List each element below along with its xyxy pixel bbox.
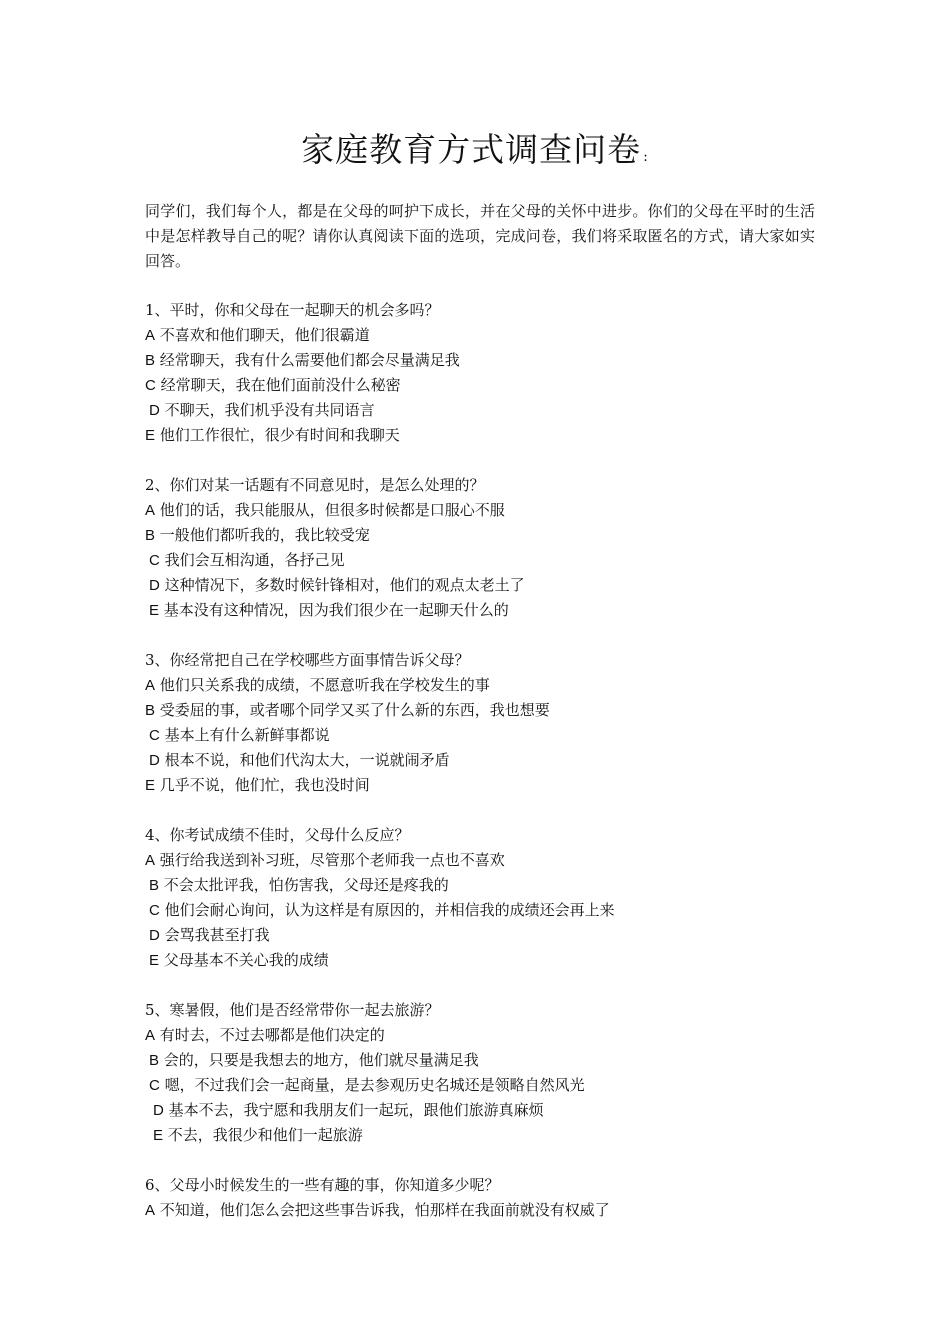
option-text: 基本不去，我宁愿和我朋友们一起玩，跟他们旅游真麻烦 xyxy=(168,1101,544,1119)
question-text: 2、你们对某一话题有不同意见时，是怎么处理的？ xyxy=(145,476,485,494)
option-letter: A xyxy=(145,502,156,519)
option-letter: E xyxy=(153,1127,164,1144)
option-text: 基本没有这种情况，因为我们很少在一起聊天什么的 xyxy=(163,601,509,619)
option-d xyxy=(145,573,825,598)
question-text: 6、父母小时候发生的一些有趣的事，你知道多少呢？ xyxy=(145,1176,500,1194)
option-letter: C xyxy=(149,552,160,569)
option-letter: C xyxy=(149,902,160,919)
option-text: 嗯，不过我们会一起商量，是去参观历史名城还是领略自然风光 xyxy=(164,1076,585,1094)
question-1 xyxy=(145,298,825,448)
option-letter: E xyxy=(149,952,160,969)
option-letter: D xyxy=(149,927,160,944)
question-6 xyxy=(145,1173,825,1223)
option-c xyxy=(145,898,825,923)
question-list xyxy=(145,298,825,1248)
option-letter: A xyxy=(145,852,156,869)
option-letter: A xyxy=(145,677,156,694)
page-title xyxy=(0,128,950,179)
option-text: 他们工作很忙，很少有时间和我聊天 xyxy=(159,426,400,444)
option-d xyxy=(145,923,825,948)
option-text: 不去，我很少和他们一起旅游 xyxy=(167,1126,363,1144)
question-4 xyxy=(145,823,825,973)
option-b xyxy=(145,523,825,548)
option-text: 会的，只要是我想去的地方，他们就尽量满足我 xyxy=(163,1051,479,1069)
option-b xyxy=(145,1048,825,1073)
option-letter: D xyxy=(153,1102,164,1119)
option-letter: D xyxy=(149,752,160,769)
title-text: 家庭教育方式调查问卷 xyxy=(301,130,642,169)
option-text: 会骂我甚至打我 xyxy=(164,926,270,944)
option-text: 基本上有什么新鲜事都说 xyxy=(164,726,330,744)
option-b xyxy=(145,348,825,373)
option-letter: C xyxy=(145,377,156,394)
option-text: 一般他们都听我的，我比较受宠 xyxy=(159,526,370,544)
option-letter: B xyxy=(145,527,156,544)
question-3 xyxy=(145,648,825,798)
question-text: 4、你考试成绩不佳时，父母什么反应？ xyxy=(145,826,410,844)
option-letter: B xyxy=(145,702,156,719)
option-letter: A xyxy=(145,327,156,344)
option-letter: E xyxy=(145,777,156,794)
option-letter: D xyxy=(149,577,160,594)
option-letter: E xyxy=(149,602,160,619)
option-text: 这种情况下，多数时候针锋相对，他们的观点太老土了 xyxy=(164,576,525,594)
option-text: 父母基本不关心我的成绩 xyxy=(163,951,329,969)
option-text: 不聊天，我们机乎没有共同语言 xyxy=(164,401,375,419)
option-d xyxy=(145,748,825,773)
option-text: 他们的话，我只能服从，但很多时候都是口服心不服 xyxy=(159,501,505,519)
option-e xyxy=(145,948,825,973)
option-c xyxy=(145,548,825,573)
option-a xyxy=(145,498,825,523)
option-text: 不知道，他们怎么会把这些事告诉我，怕那样在我面前就没有权威了 xyxy=(159,1201,610,1219)
option-text: 不喜欢和他们聊天，他们很霸道 xyxy=(159,326,370,344)
option-a xyxy=(145,1023,825,1048)
option-letter: B xyxy=(149,877,160,894)
option-letter: C xyxy=(149,727,160,744)
option-b xyxy=(145,698,825,723)
option-b xyxy=(145,873,825,898)
option-text: 我们会互相沟通，各抒己见 xyxy=(164,551,345,569)
question-text: 3、你经常把自己在学校哪些方面事情告诉父母？ xyxy=(145,651,470,669)
option-text: 强行给我送到补习班，尽管那个老师我一点也不喜欢 xyxy=(159,851,505,869)
option-c xyxy=(145,373,825,398)
option-e xyxy=(145,423,825,448)
option-d xyxy=(145,398,825,423)
option-a xyxy=(145,323,825,348)
option-a xyxy=(145,673,825,698)
option-letter: B xyxy=(149,1052,160,1069)
option-text: 不会太批评我，怕伤害我，父母还是疼我的 xyxy=(163,876,449,894)
option-text: 根本不说，和他们代沟太大，一说就闹矛盾 xyxy=(164,751,450,769)
option-text: 受委屈的事，或者哪个同学又买了什么新的东西，我也想要 xyxy=(159,701,550,719)
option-text: 经常聊天，我有什么需要他们都会尽量满足我 xyxy=(159,351,460,369)
question-text: 1、平时，你和父母在一起聊天的机会多吗？ xyxy=(145,301,440,319)
option-e xyxy=(145,598,825,623)
option-letter: D xyxy=(149,402,160,419)
question-2 xyxy=(145,473,825,623)
option-c xyxy=(145,723,825,748)
option-d xyxy=(145,1098,825,1123)
option-a xyxy=(145,848,825,873)
question-text: 5、寒暑假，他们是否经常带你一起去旅游？ xyxy=(145,1001,440,1019)
intro-paragraph: 同学们，我们每个人，都是在父母的呵护下成长，并在父母的关怀中进步。你们的父母在平时的生活中是怎样教导自己的呢？请你认真阅读下面的选项，完成问卷，我们将采取匿名的方式，请大家如实回答。 xyxy=(145,202,815,270)
option-e xyxy=(145,773,825,798)
option-text: 有时去，不过去哪都是他们决定的 xyxy=(159,1026,385,1044)
option-letter: E xyxy=(145,427,156,444)
option-c xyxy=(145,1073,825,1098)
option-text: 他们只关系我的成绩，不愿意听我在学校发生的事 xyxy=(159,676,490,694)
option-text: 经常聊天，我在他们面前没什么秘密 xyxy=(160,376,401,394)
option-e xyxy=(145,1123,825,1148)
option-text: 他们会耐心询问，认为这样是有原因的，并相信我的成绩还会再上来 xyxy=(164,901,615,919)
option-text: 几乎不说，他们忙，我也没时间 xyxy=(159,776,370,794)
option-letter: C xyxy=(149,1077,160,1094)
question-5 xyxy=(145,998,825,1148)
option-a xyxy=(145,1198,825,1223)
option-letter: A xyxy=(145,1027,156,1044)
option-letter: B xyxy=(145,352,156,369)
option-letter: A xyxy=(145,1202,156,1219)
title-colon: : xyxy=(643,149,649,165)
